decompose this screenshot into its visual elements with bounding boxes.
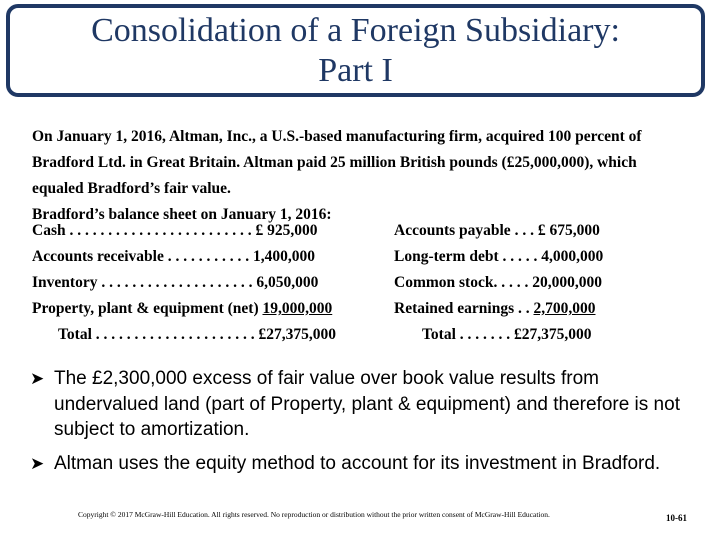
balance-right-retained-earnings — [394, 296, 596, 322]
balance-right-common-stock: Common stock. . . . . 20,000,000 — [394, 274, 602, 291]
balance-right-long-term-debt: Long-term debt . . . . . 4,000,000 — [394, 248, 604, 265]
balance-right-accounts-payable: Accounts payable . . . £ 675,000 — [394, 222, 600, 239]
arrow-bullet-icon: ➤ — [30, 369, 45, 388]
bullet-item — [30, 451, 690, 477]
balance-sheet-heading: Bradford’s balance sheet on January 1, 2016: — [32, 206, 332, 223]
ppe-value: 19,000,000 — [262, 300, 333, 317]
retained-earnings-value: 2,700,000 — [533, 300, 596, 317]
bullet-text: The £2,300,000 excess of fair value over book value results from undervalued land (part of Property, plant & equipment) and therefore is not subject to amortization. — [54, 368, 680, 440]
bullet-list — [30, 366, 690, 484]
slide-title-line1: Consolidation of a Foreign Subsidiary: — [91, 11, 620, 49]
bullet-text: Altman uses the equity method to account for its investment in Bradford. — [54, 452, 661, 474]
retained-earnings-label: Retained earnings . . — [394, 300, 534, 317]
title-box — [6, 4, 705, 97]
bullet-item — [30, 366, 690, 443]
intro-text — [32, 124, 682, 228]
intro-paragraph: On January 1, 2016, Altman, Inc., a U.S.-based manufacturing firm, acquired 100 percent of Bradford Ltd. in Great Britain. Altman paid 25 million British pounds (£25,000,000), which equaled Bradford’s fair value. — [32, 128, 642, 197]
slide-title-line2: Part I — [318, 51, 393, 89]
balance-left-total: Total . . . . . . . . . . . . . . . . . . . . . £27,375,000 — [58, 326, 337, 343]
copyright-footer: Copyright © 2017 McGraw-Hill Education. All rights reserved. No reproduction or distribution without the prior written consent of McGraw-Hill Education. — [78, 510, 550, 519]
arrow-bullet-icon: ➤ — [30, 453, 45, 473]
slide-number: 10-61 — [666, 513, 687, 523]
balance-left-receivables: Accounts receivable . . . . . . . . . . . 1,400,000 — [32, 248, 315, 265]
balance-right-total: Total . . . . . . . £27,375,000 — [422, 326, 592, 343]
balance-left-cash: Cash . . . . . . . . . . . . . . . . . . . . . . . . £ 925,000 — [32, 222, 318, 239]
balance-left-ppe — [32, 296, 332, 322]
ppe-label: Property, plant & equipment (net) — [32, 300, 263, 317]
balance-left-inventory: Inventory . . . . . . . . . . . . . . . . . . . . 6,050,000 — [32, 274, 319, 291]
